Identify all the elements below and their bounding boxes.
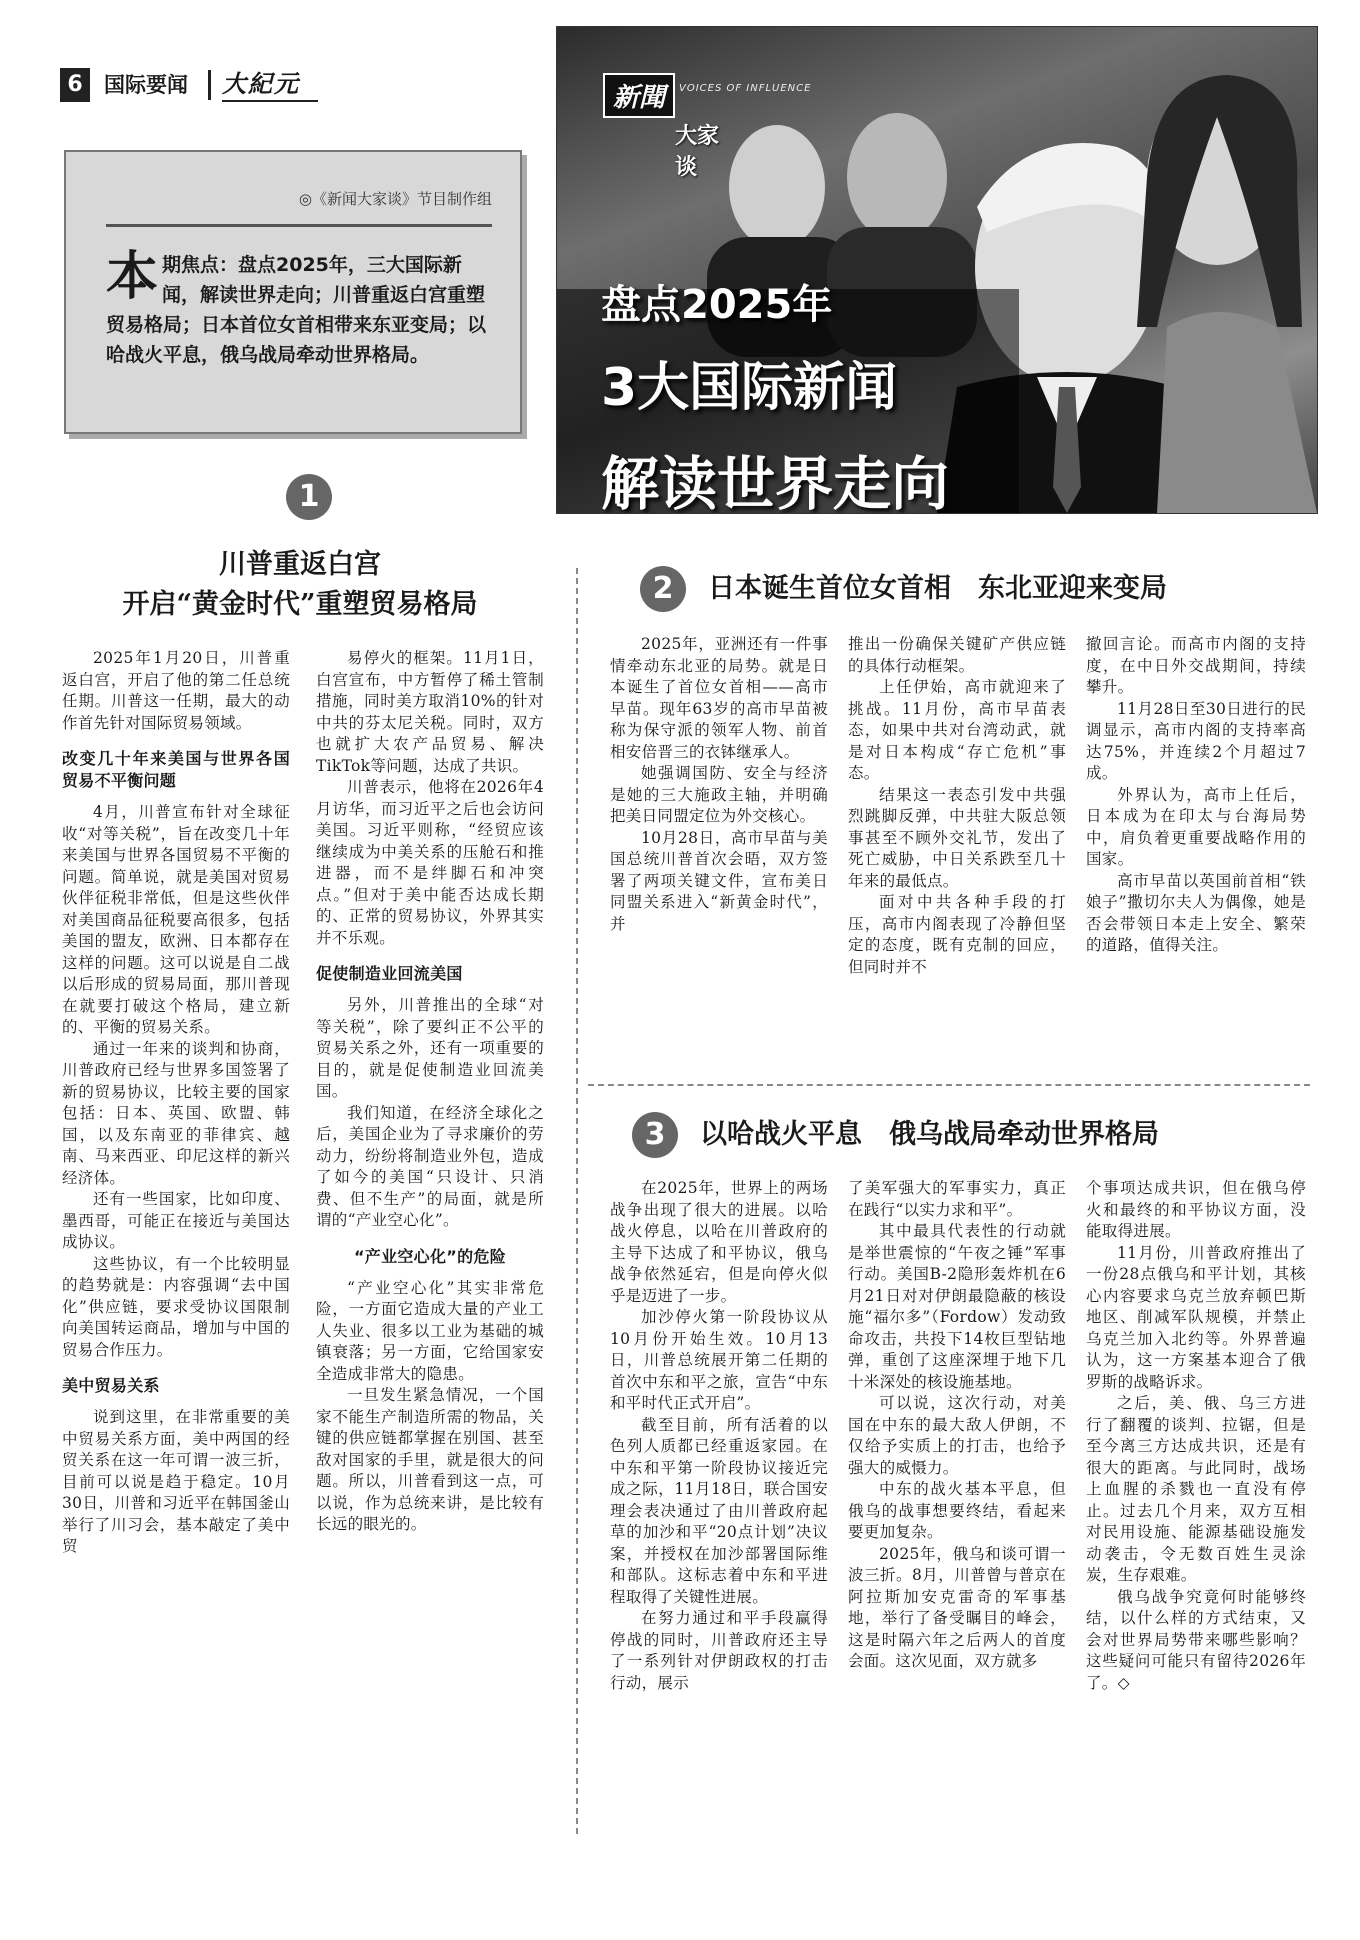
intro-summary [106,247,492,370]
newspaper-name-underline [222,100,318,102]
story1-column2 [316,648,544,1536]
story3-column3 [1086,1178,1306,1694]
paragraph: 一旦发生紧急情况，一个国家不能生产制造所需的物品，关键的供应链都掌握在别国、甚至敌对国家的手里，就是很大的问题。所以，川普看到这一点，可以说，作为总统来讲，是比较有长远的眼光的。 [316,1386,544,1533]
paragraph: 截至目前，所有活着的以色列人质都已经重返家园。在中东和平第一阶段协议接近完成之际，11月18日，联合国安理会表决通过了由川普政府起草的加沙和平“20点计划”决议案，并授权在加沙部署国际维和部队。这标志着中东和平进程取得了关键性进展。 [610,1415,828,1606]
paragraph: 川普表示，他将在2026年4月访华，而习近平之后也会访问美国。习近平则称，“经贸应该继续成为中美关系的压舱石和推进器，而不是绊脚石和冲突点。”但对于美中能否达成长期的、正常的贸易协议，外界其实并不乐观。 [316,778,544,947]
paragraph: 易停火的框架。11月1日，白宫宣布，中方暂停了稀土管制措施，同时美方取消10%的针对中共的芬太尼关税。同时，双方也就扩大农产品贸易、解决TikTok等问题，达成了共识。 [316,649,544,775]
story1-headline-line2: 开启“黄金时代”重塑贸易格局 [122,589,478,620]
paragraph: 在2025年，世界上的两场战争出现了很大的进展。以哈战火停息，以哈在川普政府的主导下达成了和平协议，俄乌战争依然延宕，但是向停火似乎是迈进了一步。 [610,1179,828,1305]
paragraph: 撤回言论。而高市内阁的支持度，在中日外交战期间，持续攀升。 [1086,635,1306,696]
header-divider [208,70,211,100]
logo-english-text: VOICES OF INFLUENCE [679,83,812,94]
story1-subhead2: 美中贸易关系 [62,1376,160,1395]
paragraph: “产业空心化”其实非常危险，一方面它造成大量的产业工人失业、很多以工业为基础的城镇衰落；另一方面，它给国家安全造成非常大的隐患。 [316,1278,544,1383]
paragraph: 这些协议，有一个比较明显的趋势就是：内容强调“去中国化”供应链，要求受协议国限制向美国转运商品，增加与中国的贸易合作压力。 [62,1254,290,1359]
paragraph: 推出一份确保关键矿产供应链的具体行动框架。 [848,635,1066,675]
paragraph: 个事项达成共识，但在俄乌停火和最终的和平协议方面，没能取得进展。 [1086,1179,1306,1240]
paragraph: 4月，川普宣布针对全球征收“对等关税”，旨在改变几十年来美国与世界各国贸易不平衡的问题。简单说，就是美国对贸易伙伴征税非常低，但是这些伙伴对美国商品征税要高很多，包括美国的盟友，欧洲、日本都存在这样的问题。这可以说是自二战以后形成的贸易局面，那川普现在就要打破这个格局，建立新的、平衡的贸易关系。 [62,803,290,1036]
feature-banner-image [556,26,1318,514]
paragraph: 结果这一表态引发中共强烈跳脚反弹，中共驻大阪总领事甚至不顾外交礼节，发出了死亡威胁，中日关系跌至几十年来的最低点。 [848,785,1066,890]
paragraph: 她强调国防、安全与经济是她的三大施政主轴，并明确把美日同盟定位为外交核心。 [610,764,828,825]
paragraph: 2025年1月20日，川普重返白宫，开启了他的第二任总统任期。川普这一任期，最大的动作首先针对国际贸易领域。 [62,649,290,732]
story2-column3 [1086,634,1306,957]
story3-column1 [610,1178,828,1694]
newspaper-name: 大紀元 [222,69,300,98]
intro-dropcap: 本 [106,247,159,307]
paragraph: 高市早苗以英国前首相“铁娘子”撒切尔夫人为偶像，她是否会带领日本走上安全、繁荣的道路，值得关注。 [1086,871,1306,954]
paragraph: 另外，川普推出的全球“对等关税”，除了要纠正不公平的贸易关系之外，还有一项重要的目的，就是促使制造业回流美国。 [316,996,544,1100]
paragraph: 加沙停火第一阶段协议从10月份开始生效。10月13日，川普总统展开第二任期的首次中东和平之旅，宣告“中东和平时代正式开启”。 [610,1308,828,1412]
paragraph: 上任伊始，高市就迎来了挑战。11月份，高市早苗表态，如果中共对台湾动武，就是对日本构成“存亡危机”事态。 [848,678,1066,782]
page-number: 6 [60,68,90,102]
paragraph: 我们知道，在经济全球化之后，美国企业为了寻求廉价的劳动力，纷纷将制造业外包，造成了如今的美国“只设计、只消费、但不生产”的局面，就是所谓的“产业空心化”。 [316,1103,544,1229]
paragraph: 2025年，亚洲还有一件事情牵动东北亚的局势。就是日本诞生了首位女首相——高市早苗。现年63岁的高市早苗被称为保守派的领军人物、前首相安倍晋三的衣钵继承人。 [610,635,828,761]
paragraph: 了美军强大的军事实力，真正在践行“以实力求和平”。 [848,1179,1066,1219]
intro-summary-text: 期焦点：盘点2025年，三大国际新闻，解读世界走向；川普重返白宫重塑贸易格局；日本首位女首相带来东亚变局；以哈战火平息，俄乌战局牵动世界格局。 [106,254,487,366]
story1-subhead3: 促使制造业回流美国 [316,964,463,983]
paragraph: 通过一年来的谈判和协商，川普政府已经与世界多国签署了新的贸易协议，比较主要的国家包括：日本、英国、欧盟、韩国，以及东南亚的菲律宾、越南、马来西亚、印尼这样的新兴经济体。 [62,1039,290,1187]
story1-subhead4: “产业空心化”的危险 [353,1246,507,1266]
story3-number-badge: 3 [632,1112,678,1158]
logo-sub-text: 大家谈 [675,124,720,180]
banner-title-line3: 解读世界走向 [601,450,950,514]
paragraph: 还有一些国家，比如印度、墨西哥，可能正在接近与美国达成协议。 [62,1190,290,1251]
program-logo [597,69,812,180]
logo-main-text: 新聞 [603,73,675,118]
paragraph: 10月28日，高市早苗与美国总统川普首次会晤，双方签署了两项关键文件，宣布美日同盟关系进入“新黄金时代”，并 [610,828,828,933]
portrait-silhouette-left [729,125,825,249]
story1-number-badge: 1 [286,474,332,520]
banner-title-line1: 盘点2025年 [601,282,833,328]
paragraph: 11月28日至30日进行的民调显示，高市内阁的支持率高达75%，并连续2个月超过7成。 [1086,699,1306,782]
paragraph: 外界认为，高市上任后，日本成为在印太与台海局势中，肩负着更重要战略作用的国家。 [1086,785,1306,868]
column-divider [576,568,578,1834]
intro-divider [106,224,492,227]
story2-headline: 日本诞生首位女首相 东北亚迎来变局 [708,573,1167,604]
paragraph: 11月份，川普政府推出了一份28点俄乌和平计划，其核心内容要求乌克兰放弃顿巴斯地区、削减军队规模，并禁止乌克兰加入北约等。外界普遍认为，这一方案基本迎合了俄罗斯的战略诉求。 [1086,1243,1306,1391]
paragraph: 俄乌战争究竟何时能够终结，以什么样的方式结束，又会对世界局势带来哪些影响？这些疑问可能只有留待2026年了。◇ [1086,1587,1306,1692]
paragraph: 面对中共各种手段的打压，高市内阁表现了冷静但坚定的态度，既有克制的回应，但同时并不 [848,893,1066,976]
story2-column2 [848,634,1066,978]
story1-headline-line1: 川普重返白宫 [219,549,381,580]
paragraph: 说到这里，在非常重要的美中贸易关系方面，美中两国的经贸关系在这一年可谓一波三折，目前可以说是趋于稳定。10月30日，川普和习近平在韩国釜山举行了川习会，基本敲定了美中贸 [62,1408,290,1555]
paragraph: 中东的战火基本平息，但俄乌的战事想要终结，看起来要更加复杂。 [848,1480,1066,1541]
program-credit: ◎《新闻大家谈》节目制作组 [298,190,492,208]
story1-column1 [62,648,290,1558]
story1-subhead1: 改变几十年来美国与世界各国贸易不平衡问题 [62,749,290,790]
story2-number-badge: 2 [640,566,686,612]
paragraph: 2025年，俄乌和谈可谓一波三折。8月，川普曾与普京在阿拉斯加安克雷奇的军事基地，举行了备受瞩目的峰会，这是时隔六年之后两人的首度会面。这次见面，双方就多 [848,1544,1066,1670]
paragraph: 其中最具代表性的行动就是举世震惊的“午夜之锤”军事行动。美国B-2隐形轰炸机在6月21日对对伊朗最隐蔽的核设施“福尔多”（Fordow）发动致命攻击，共投下14枚巨型钻地弹，重创了这座深埋于地下几十米深处的核设施基地。 [848,1222,1066,1391]
section-divider [588,1084,1310,1086]
story3-column2 [848,1178,1066,1673]
paragraph: 可以说，这次行动，对美国在中东的最大敌人伊朗，不仅给予实质上的打击，也给予强大的威慑力。 [848,1394,1066,1477]
intro-box [64,150,522,434]
portrait-jacket-right [1157,312,1317,513]
story3-headline: 以哈战火平息 俄乌战局牵动世界格局 [700,1119,1159,1150]
paragraph: 在努力通过和平手段赢得停战的同时，川普政府还主导了一系列针对伊朗政权的打击行动，展示 [610,1609,828,1692]
portrait-silhouette-second [847,113,947,241]
section-title: 国际要闻 [104,73,188,97]
story2-column1 [610,634,828,935]
banner-title-line2: 3大国际新闻 [601,358,898,418]
paragraph: 之后，美、俄、乌三方进行了翻覆的谈判、拉锯，但是至今离三方达成共识，还是有很大的距离。与此同时，战场上血腥的杀戮也一直没有停止。过去几个月来，双方互相对民用设施、能源基础设施发动袭击，令无数百姓生灵涂炭，生存艰难。 [1086,1394,1306,1584]
